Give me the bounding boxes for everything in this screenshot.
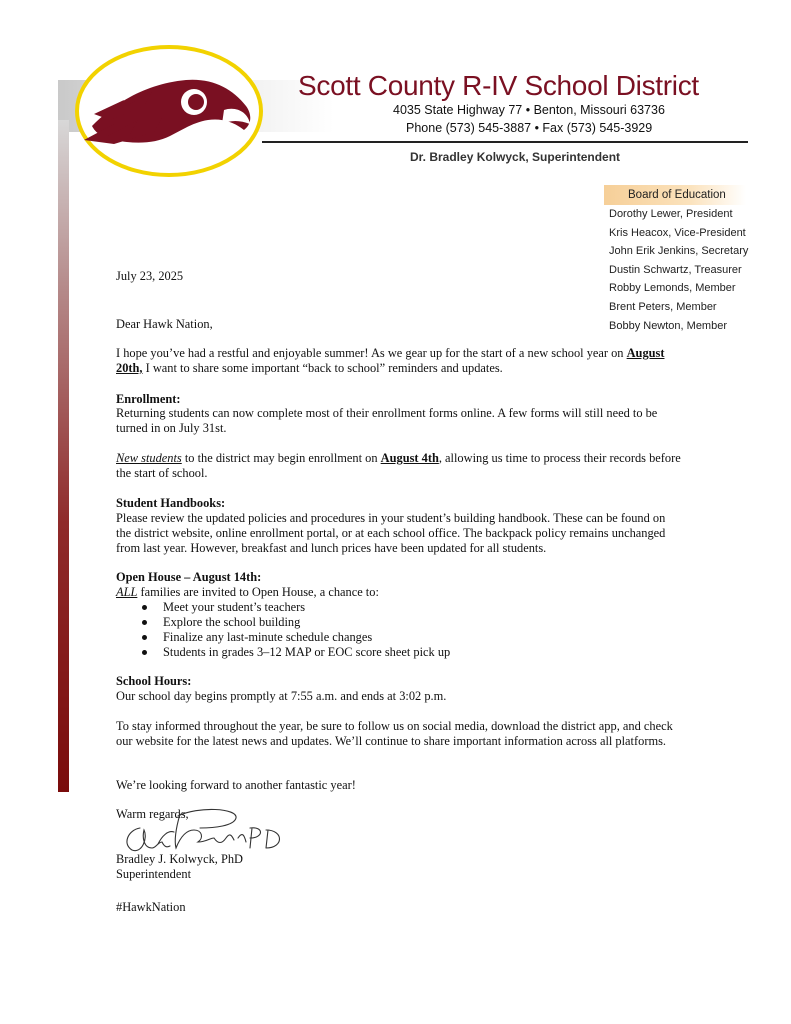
- list-item-text: Finalize any last-minute schedule changes: [163, 630, 373, 644]
- list-item: [139, 645, 450, 660]
- board-member: Kris Heacox, Vice-President: [609, 226, 746, 239]
- intro-start-date: August 20th,: [116, 346, 665, 375]
- handbook-heading: Student Handbooks:: [116, 496, 226, 510]
- superintendent-line: Dr. Bradley Kolwyck, Superintendent: [410, 150, 621, 164]
- district-address: 4035 State Highway 77 • Benton, Missouri 63736: [393, 103, 665, 117]
- board-member: Dorothy Lewer, President: [609, 208, 733, 220]
- board-member: Dustin Schwartz, Treasurer: [609, 263, 742, 276]
- stay-informed-paragraph: To stay informed throughout the year, be sure to follow us on social media, download the district app, and check our website for the latest news and updates. We’ll continue to share important information across all platforms.: [116, 719, 673, 748]
- handbook-paragraph: Please review the updated policies and procedures in your student’s building handbook. These can be found on the district website, online enrollment portal, or at each school office. The backpack policy remains unchanged from last year. However, breakfast and lunch prices have been updated for all students.: [116, 511, 666, 555]
- new-students-text: to the district may begin enrollment on: [181, 451, 381, 465]
- enrollment-paragraph: Returning students can now complete most of their enrollment forms online. A few forms will still need to be turned in on July 31st.: [116, 406, 658, 435]
- open-house-intro-text: families are invited to Open House, a chance to:: [137, 585, 379, 599]
- list-item: [139, 615, 450, 630]
- new-students-text: , allowing us time to process their records before the start of school.: [116, 451, 681, 480]
- all-families-emphasis: ALL: [116, 585, 138, 599]
- list-item-text: Explore the school building: [163, 615, 301, 629]
- bullet-icon: [142, 635, 147, 640]
- closing-paragraph: We’re looking forward to another fantastic year!: [116, 778, 356, 792]
- board-member-list: [609, 207, 748, 337]
- school-hours-heading: School Hours:: [116, 674, 192, 688]
- district-name: Scott County R-IV School District: [298, 70, 699, 101]
- bullet-icon: [142, 620, 147, 625]
- bullet-icon: [142, 650, 147, 655]
- enrollment-start-date: August 4th: [380, 451, 439, 465]
- intro-text: I want to share some important “back to school” reminders and updates.: [142, 361, 503, 375]
- closing-regards: Warm regards,: [116, 807, 189, 821]
- letterhead-side-bar: [58, 120, 69, 792]
- hawk-logo: [74, 44, 264, 178]
- signer-title: Superintendent: [116, 867, 192, 881]
- enrollment-heading: Enrollment:: [116, 392, 181, 406]
- list-item: [139, 600, 450, 615]
- intro-paragraph: [116, 346, 681, 376]
- list-item-text: Meet your student’s teachers: [163, 600, 306, 614]
- open-house-heading: Open House – August 14th:: [116, 570, 262, 584]
- list-item: [139, 630, 450, 645]
- letter-date: July 23, 2025: [116, 269, 184, 283]
- bullet-icon: [142, 605, 147, 610]
- board-member: John Erik Jenkins, Secretary: [609, 245, 749, 258]
- school-hours-paragraph: Our school day begins promptly at 7:55 a.m. and ends at 3:02 p.m.: [116, 689, 447, 703]
- board-of-education-header: Board of Education: [604, 185, 746, 205]
- signer-name: Bradley J. Kolwyck, PhD: [116, 852, 243, 866]
- board-member: Brent Peters, Member: [609, 300, 717, 313]
- open-house-intro: [116, 585, 681, 600]
- open-house-list: [139, 600, 450, 660]
- board-member: Bobby Newton, Member: [609, 319, 727, 332]
- intro-text: I hope you’ve had a restful and enjoyable summer! As we gear up for the start of a new school year on: [116, 346, 627, 360]
- new-students-paragraph: [116, 451, 681, 481]
- district-phone: Phone (573) 545-3887 • Fax (573) 545-3929: [406, 121, 653, 135]
- letterhead-rule: [262, 141, 748, 143]
- hashtag: #HawkNation: [116, 900, 186, 914]
- salutation: Dear Hawk Nation,: [116, 317, 213, 331]
- list-item-text: Students in grades 3–12 MAP or EOC score sheet pick up: [163, 645, 451, 659]
- board-member: Robby Lemonds, Member: [609, 282, 736, 295]
- new-students-label: New students: [116, 451, 182, 465]
